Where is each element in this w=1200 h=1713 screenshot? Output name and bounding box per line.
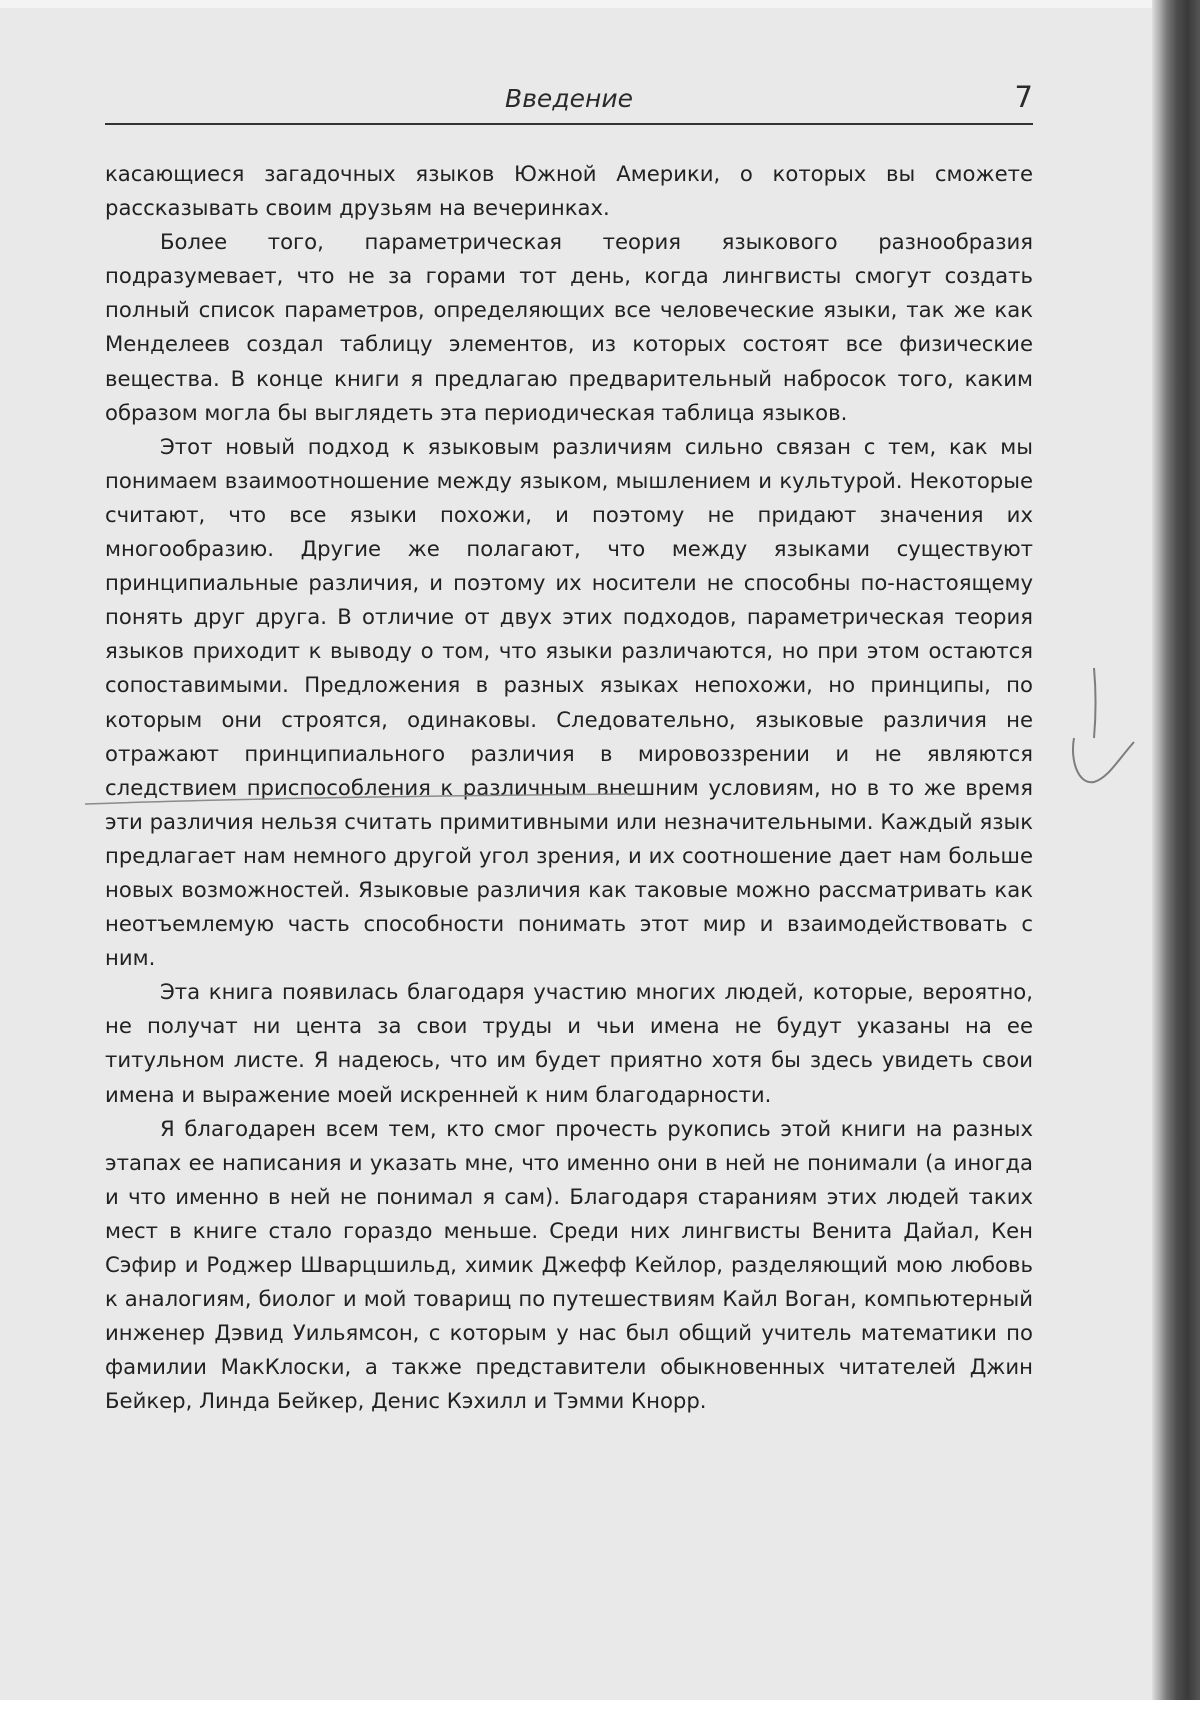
running-head-title: Введение [505,84,633,113]
book-spine [1158,0,1200,1713]
paragraph-5: Я благодарен всем тем, кто смог прочесть рукопись этой книги на разных этапах ее написания и указать мне, что именно они в ней не понимали (а иногда и что именно в ней не понимал я сам). Благодаря стараниям этих людей таких мест в книге стало гораздо меньше. Среди них лингвисты Венита Дайал, Кен Сэфир и Роджер Шварцшильд, химик Джефф Кейлор, разделяющий мою любовь к аналогиям, биолог и мой товарищ по путешествиям Кайл Воган, компьютерный инженер Дэвид Уильямсон, с которым у нас был общий учитель математики по фамилии МакКлоски, а также представители обыкновенных читателей Джин Бейкер, Линда Бейкер, Денис Кэхилл и Тэмми Кнорр. [105,1115,1033,1414]
body-text [105,157,1033,1418]
page-number: 7 [1014,80,1033,114]
scan-bottom-edge [0,1700,1200,1713]
paragraph-2: Более того, параметрическая теория языкового разнообразия подразумевает, что не за горами тот день, когда лингвисты смогут создать полный список параметров, определяющих все человеческие языки, так же как Менделеев создал таблицу элементов, из которых состоят все физические вещества. В конце книги я предлагаю предварительный набросок того, каким образом могла бы выглядеть эта периодическая таблица языков. [105,229,1033,425]
pencil-margin-mark [1060,660,1140,800]
paragraph-3: Этот новый подход к языковым различиям сильно связан с тем, как мы понимаем взаимоотношение между языком, мышлением и культурой. Некоторые считают, что все языки похожи, и поэтому не придают значения их многообразию. Другие же полагают, что между языками существуют принципиальные различия, и поэтому их носители не способны по-настоящему понять друг друга. В отличие от двух этих подходов, параметрическая теория языков приходит к выводу о том, что языки различаются, но при этом остаются сопоставимыми. Предложения в разных языках непохожи, но принципы, по которым они строятся, одинаковы. Следовательно, языковые различия не отражают принципиального различия в мировоззрении и не являются следствием приспособления к различным внешним условиям, но в то же время эти различия нельзя считать примитивными или незначительными. Каждый язык предлагает нам немного другой угол зрения, и их соотношение дает нам больше новых возможностей. Языковые различия как таковые можно рассматривать как неотъемлемую часть способности понимать этот мир и взаимодействовать с ним. [105,433,1033,971]
paragraph-4: Эта книга появилась благодаря участию многих людей, которые, вероятно, не получат ни цента за свои труды и чьи имена не будут указаны на ее титульном листе. Я надеюсь, что им будет приятно хотя бы здесь увидеть свои имена и выражение моей искренней к ним благодарности. [105,979,1033,1107]
scan-top-edge [0,0,1200,8]
running-head [105,80,1033,124]
pencil-underline [80,790,640,810]
paragraph-1: касающиеся загадочных языков Южной Америки, о которых вы сможете рассказывать своим друзьям на вечеринках. [105,161,1033,221]
header-rule [105,123,1033,125]
